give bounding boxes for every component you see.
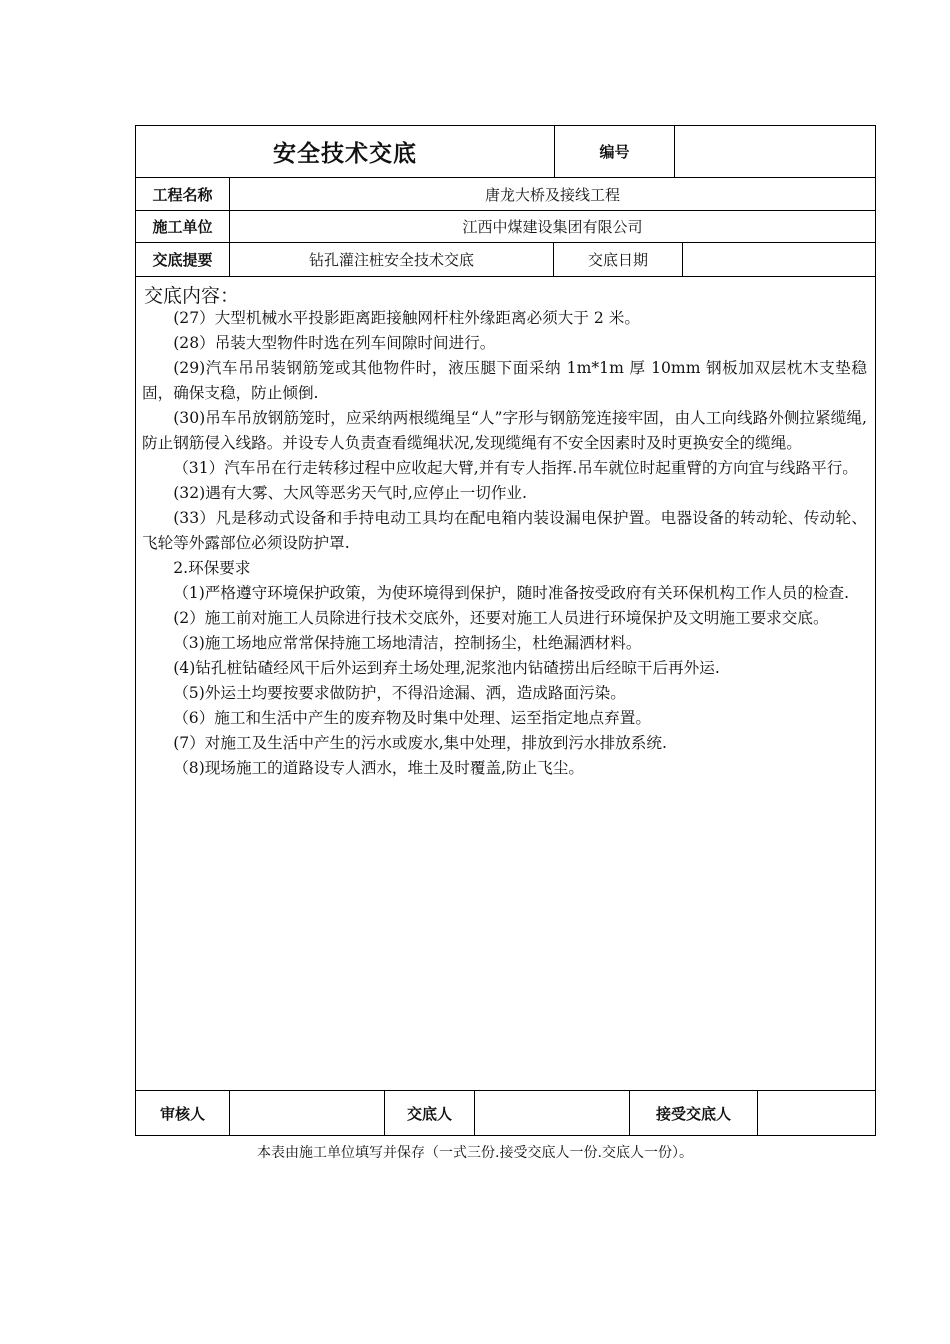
reviewer-value-cell[interactable] [230, 1091, 385, 1135]
unit-row [136, 211, 875, 243]
disclosure-form [135, 125, 876, 1136]
title-cell [136, 126, 555, 177]
receiver-value-cell[interactable] [758, 1091, 875, 1135]
section-heading-env: 2.环保要求 [173, 559, 251, 577]
content-paragraph: (32)遇有大雾、大风等恶劣天气时,应停止一切作业. [173, 484, 527, 502]
project-value-cell[interactable] [230, 178, 875, 210]
content-paragraph: （6）施工和生活中产生的废弃物及时集中处理、运至指定地点弃置。 [173, 709, 651, 727]
content-paragraph: （1)严格遵守环境保护政策，为使环境得到保护，随时准备按受政府有关环保机构工作人员的检查. [173, 584, 850, 602]
form-title: 安全技术交底 [273, 141, 417, 167]
reviewer-label: 审核人 [159, 1104, 205, 1123]
project-label: 工程名称 [152, 185, 213, 204]
reviewer-label-cell [136, 1091, 230, 1135]
unit-value: 江西中煤建设集团有限公司 [462, 218, 643, 236]
summary-label: 交底提要 [152, 251, 213, 269]
receiver-label-cell [630, 1091, 758, 1135]
summary-value-cell[interactable] [230, 243, 554, 276]
content-paragraph: (30)吊车吊放钢筋笼时，应采纳两根缆绳呈“人”字形与钢筋笼连接牢固，由人工向线路外侧拉紧缆绳,防止钢筋侵入线路。并设专人负责查看缆绳状况,发现缆绳有不安全因素时及时更换安全的缆绳。 [142, 409, 867, 452]
content-paragraph: (7）对施工及生活中产生的污水或废水,集中处理，排放到污水排放系统. [173, 734, 667, 752]
content-paragraph: （8)现场施工的道路设专人洒水，堆土及时覆盖,防止飞尘。 [173, 759, 584, 777]
date-label-cell [554, 243, 683, 276]
number-label-cell [555, 126, 675, 177]
discloser-label: 交底人 [406, 1104, 452, 1123]
number-value-cell[interactable] [675, 126, 875, 177]
content-paragraphs [142, 306, 867, 781]
content-paragraph: （3)施工场地应常常保持施工场地清洁，控制扬尘，杜绝漏洒材料。 [173, 634, 642, 652]
signature-row [136, 1091, 875, 1135]
summary-value: 钻孔灌注桩安全技术交底 [308, 251, 474, 269]
unit-label: 施工单位 [152, 218, 213, 236]
content-paragraph: （31）汽车吊在行走转移过程中应收起大臂,并有专人指挥.吊车就位时起重臂的方向宜与线路平行。 [173, 459, 858, 477]
unit-label-cell [136, 211, 230, 242]
footer-note: 本表由施工单位填写并保存（一式三份.接受交底人一份.交底人一份）。 [257, 1145, 693, 1161]
unit-value-cell[interactable] [230, 211, 875, 242]
receiver-label: 接受交底人 [655, 1104, 731, 1123]
content-paragraph: (27）大型机械水平投影距离距接触网杆柱外缘距离必须大于 2 米。 [173, 309, 640, 327]
project-label-cell [136, 178, 230, 210]
date-label: 交底日期 [587, 251, 648, 269]
discloser-label-cell [385, 1091, 475, 1135]
content-paragraph: (29)汽车吊吊装钢筋笼或其他物件时，液压腿下面采纳 1m*1m 厚 10mm 钢板加双层枕木支垫稳固，确保支稳，防止倾倒. [142, 359, 867, 402]
form-header-row [136, 126, 875, 178]
content-paragraph: （5)外运土均要按要求做防护，不得沿途漏、洒，造成路面污染。 [173, 684, 626, 702]
project-row [136, 178, 875, 211]
content-heading: 交底内容： [144, 285, 240, 307]
project-value: 唐龙大桥及接线工程 [484, 185, 620, 204]
discloser-value-cell[interactable] [475, 1091, 630, 1135]
summary-label-cell [136, 243, 230, 276]
summary-row [136, 243, 875, 277]
date-value-cell[interactable] [683, 243, 875, 276]
content-paragraph: (33）凡是移动式设备和手持电动工具均在配电箱内装设漏电保护置。电器设备的转动轮、传动轮、飞轮等外露部位必须设防护罩. [142, 509, 867, 552]
number-label: 编号 [599, 143, 630, 161]
content-paragraph: (4)钻孔桩钻碴经风干后外运到弃土场处理,泥浆池内钻碴捞出后经晾干后再外运. [173, 659, 720, 677]
content-area [136, 277, 875, 1091]
content-paragraph: (28）吊装大型物件时选在列车间隙时间进行。 [173, 334, 496, 352]
content-paragraph: (2）施工前对施工人员除进行技术交底外，还要对施工人员进行环境保护及文明施工要求交底。 [173, 609, 829, 627]
